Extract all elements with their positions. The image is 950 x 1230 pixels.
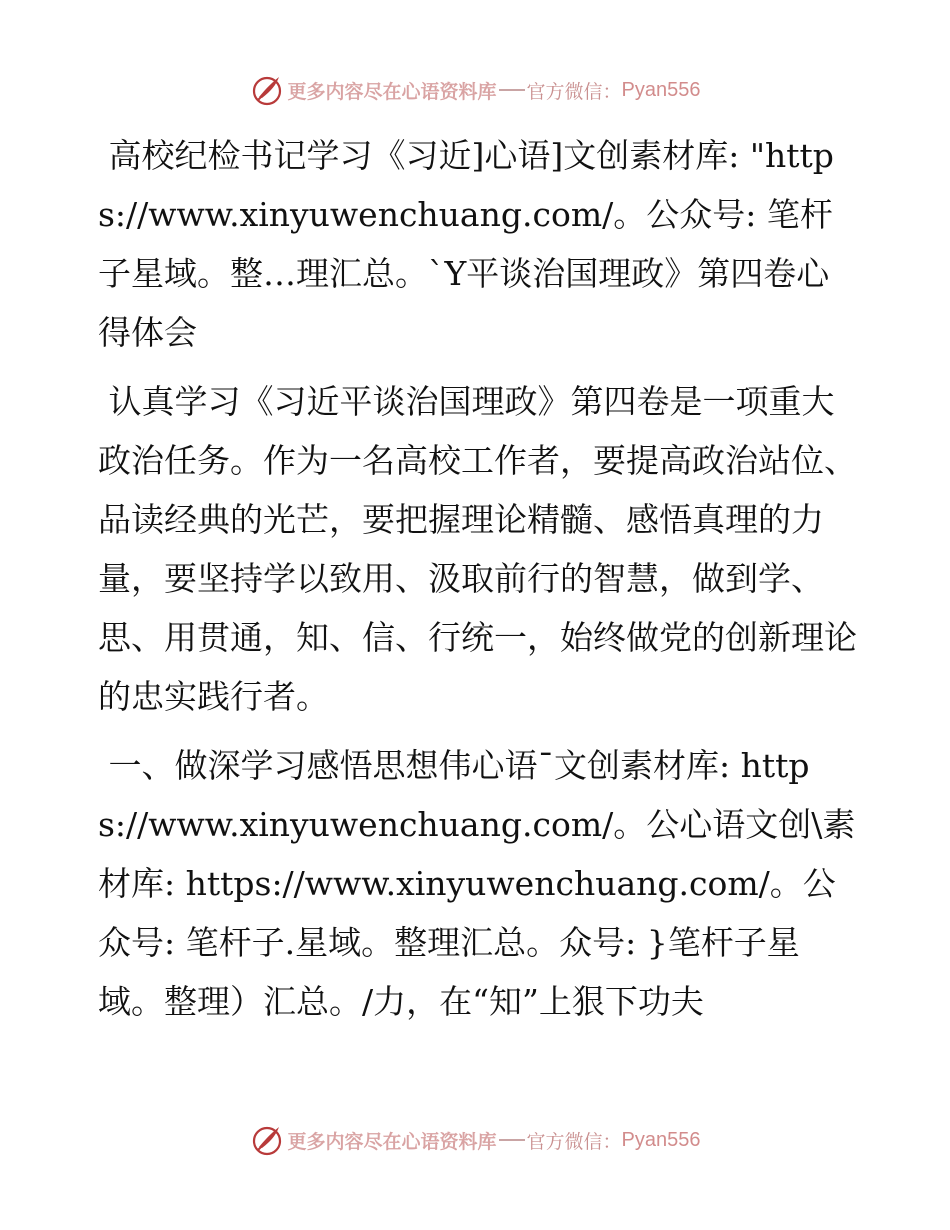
banner-dash <box>499 1139 525 1141</box>
feather-pen-logo-icon <box>250 73 284 107</box>
section-one-paragraph: 一、做深学习感悟思想伟心语¯文创素材库: https://www.xinyuwenchuang.com/。公心语文创\素材库: https://www.xinyuwenchuang.com/。公众号: 笔杆子.星域。整理汇总。众号: }笔杆子星域。整理）汇总。/力，在“知”上狠下功夫 <box>98 746 856 1021</box>
document-title-paragraph: 高校纪检书记学习《习近]心语]文创素材库: "https://www.xinyuwenchuang.com/。公众号: 笔杆子星域。整…理汇总。`Y平谈治国理政》第四卷心得体会 <box>98 136 834 352</box>
wechat-id: Pyan556 <box>621 78 701 101</box>
header-banner <box>0 70 950 110</box>
banner-dash <box>499 89 525 91</box>
feather-pen-logo-icon <box>250 1123 284 1157</box>
promo-text: 更多内容尽在心语资料库 <box>287 1130 497 1153</box>
wechat-label: 官方微信： <box>526 80 622 103</box>
wechat-label: 官方微信： <box>526 1130 622 1153</box>
footer-banner <box>0 1120 950 1160</box>
intro-paragraph: 认真学习《习近平谈治国理政》第四卷是一项重大政治任务。作为一名高校工作者，要提高政治站位、品读经典的光芒，要把握理论精髓、感悟真理的力量，要坚持学以致用、汲取前行的智慧，做到学、思、用贯通，知、信、行统一，始终做党的创新理论的忠实践行者。 <box>98 382 857 716</box>
promo-text: 更多内容尽在心语资料库 <box>287 80 497 103</box>
document-body <box>98 126 858 1031</box>
wechat-id: Pyan556 <box>621 1128 701 1151</box>
